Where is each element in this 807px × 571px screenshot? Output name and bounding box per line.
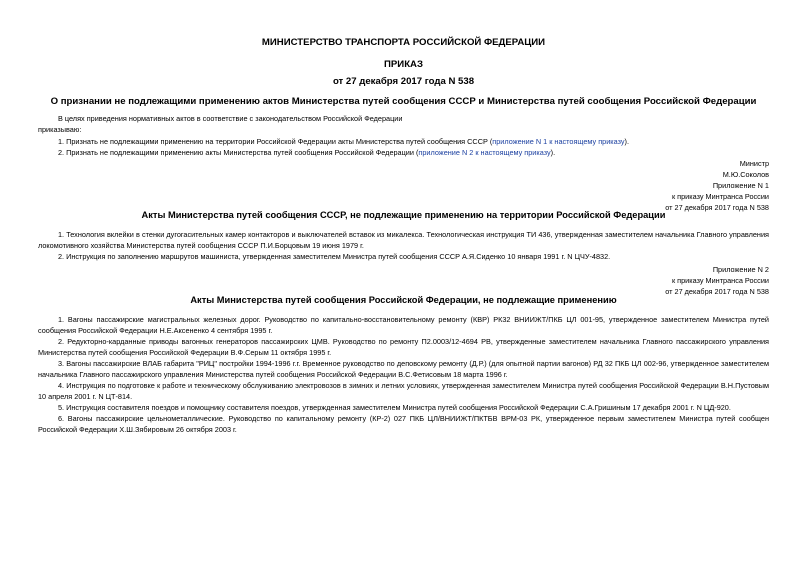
appendix-2-link[interactable]: приложение N 2 к настоящему приказу bbox=[418, 148, 551, 157]
signature-name: М.Ю.Соколов bbox=[722, 170, 769, 179]
date-number-heading: от 27 декабря 2017 года N 538 bbox=[332, 76, 475, 87]
signature-position: Министр bbox=[739, 159, 769, 168]
appendix-2-item: 4. Инструкция по подготовке к работе и техническому обслуживанию электровозов в зимних и летних условиях, утвержденная заместителем Министра путей сообщения Российской Федерации В.Н.Пустовым 10 апреля 2001 г. N ЦТ-814. bbox=[38, 381, 769, 401]
appendix-1-ref: к приказу Минтранса России bbox=[671, 192, 769, 201]
appendix-2-label: Приложение N 2 bbox=[712, 265, 769, 274]
appendix-1-date: от 27 декабря 2017 года N 538 bbox=[665, 203, 769, 212]
preamble-order-word: приказываю: bbox=[38, 125, 82, 134]
doc-type-heading: ПРИКАЗ bbox=[384, 59, 423, 70]
order-item-tail: ). bbox=[550, 148, 556, 157]
appendix-2-item: 3. Вагоны пассажирские ВЛАБ габарита "РИЦ" постройки 1994-1996 г.г. Временное руководство по деповскому ремонту (Д.Р.) (для опытной партии вагонов) РД 32 ПКБ ЦЛ 002-96, утвержденное заместителем начальника Главного пассажирского управления Министерства путей сообщения Российской Федерации В.С.Фетисовым 18 марта 1996 г. bbox=[38, 359, 769, 379]
appendix-2-item: 6. Вагоны пассажирские цельнометаллические. Руководство по капитальному ремонту (КР-2) 027 ПКБ ЦЛ/ВНИИЖТ/ПКТБВ ВРМ-03 РК, утвержденное первым заместителем Министра путей сообщен Российской Федерации Х.Ш.Зябировым 26 октября 2003 г. bbox=[38, 414, 769, 434]
order-item-text: 1. Признать не подлежащими применению на территории Российской Федерации акты Министерства путей сообщения СССР ( bbox=[58, 137, 493, 146]
appendix-2-date: от 27 декабря 2017 года N 538 bbox=[665, 287, 769, 296]
appendix-1-link[interactable]: приложение N 1 к настоящему приказу bbox=[492, 137, 625, 146]
appendix-2-item: 5. Инструкция составителя поездов и помощнику составителя поездов, утвержденная заместителем Министра путей сообщения Российской Федерации С.А.Гришиным 17 декабря 2001 г. N ЦД-920. bbox=[58, 403, 731, 412]
appendix-1-label: Приложение N 1 bbox=[712, 181, 769, 190]
preamble-line: В целях приведения нормативных актов в соответствие с законодательством Российской Федерации bbox=[58, 114, 403, 123]
appendix-2-item: 1. Вагоны пассажирские магистральных железных дорог. Руководство по капитально-восстановительному ремонту (КВР) РК32 ВНИИЖТ/ПКБ ЦЛ 001-95, утвержденное заместителем Министра путей сообщения Российской Федерации Н.Е.Аксененко 4 сентября 1995 г. bbox=[38, 315, 769, 335]
document-title: О признании не подлежащими применению актов Министерства путей сообщения СССР и Министерства путей сообщения Российской Федерации bbox=[50, 96, 757, 107]
order-item-2 bbox=[58, 147, 555, 158]
appendix-2-item: 2. Редукторно-карданные приводы вагонных генераторов пассажирских ЦМВ. Руководство по ремонту П2.0003/12-4694 РВ, утвержденные заместителем начальника Главного пассажирского управления Министерства путей сообщения Российской Федерации В.Ф.Серым 11 октября 1995 г. bbox=[38, 337, 769, 357]
appendix-1-item: 2. Инструкция по заполнению маршрутов машиниста, утвержденная заместителем Министра путей сообщения СССР А.Я.Сиденко 10 января 1991 г. N ЦЧУ-4832. bbox=[58, 252, 611, 261]
order-item-text: 2. Признать не подлежащими применению акты Министерства путей сообщения Российской Федерации ( bbox=[58, 148, 419, 157]
appendix-1-item: 1. Технология вклейки в стенки дугогасительных камер контакторов и выключателей вставок из микалекса. Технологическая инструкция ТИ 436, утвержденная заместителем начальника Главного управления локомотивного хозяйства Министерства путей сообщения СССР П.И.Борцовым 19 июня 1979 г. bbox=[38, 230, 769, 250]
ministry-heading: МИНИСТЕРСТВО ТРАНСПОРТА РОССИЙСКОЙ ФЕДЕРАЦИИ bbox=[261, 37, 546, 48]
order-item-tail: ). bbox=[624, 137, 629, 146]
appendix-2-ref: к приказу Минтранса России bbox=[671, 276, 769, 285]
appendix-1-title: Акты Министерства путей сообщения СССР, не подлежащие применению на территории Российской Федерации bbox=[141, 210, 666, 220]
order-item-1 bbox=[58, 136, 629, 147]
appendix-2-title: Акты Министерства путей сообщения Российской Федерации, не подлежащие применению bbox=[190, 295, 617, 305]
